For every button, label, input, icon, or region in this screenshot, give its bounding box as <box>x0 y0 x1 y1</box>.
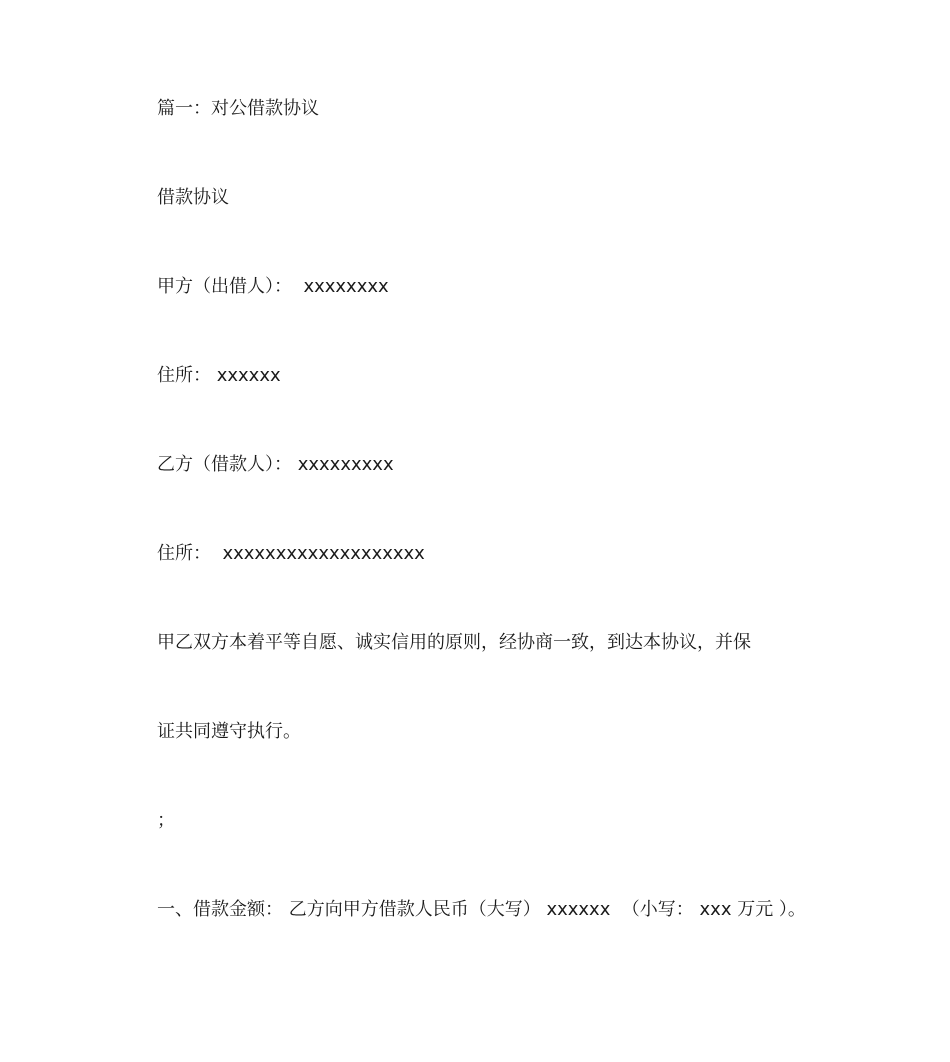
clause-loan-amount: 一、借款金额： 乙方向甲方借款人民币（大写） xxxxxx （小写： xxx 万元 ）。 <box>157 899 806 920</box>
lender-line: 甲方（出借人）： xxxxxxxx <box>157 276 389 297</box>
borrower-line: 乙方（借款人）： xxxxxxxxx <box>157 454 394 475</box>
lender-address-line: 住所： xxxxxx <box>157 365 281 386</box>
borrower-address-line: 住所： xxxxxxxxxxxxxxxxxxx <box>157 543 425 564</box>
preamble-line-2: 证共同遵守执行。 <box>157 721 301 742</box>
separator-mark: ； <box>157 810 175 831</box>
preamble-line-1: 甲乙双方本着平等自愿、诚实信用的原则，经协商一致，到达本协议，并保 <box>157 632 751 653</box>
document-title: 借款协议 <box>157 187 229 208</box>
section-heading: 篇一：对公借款协议 <box>157 98 319 119</box>
